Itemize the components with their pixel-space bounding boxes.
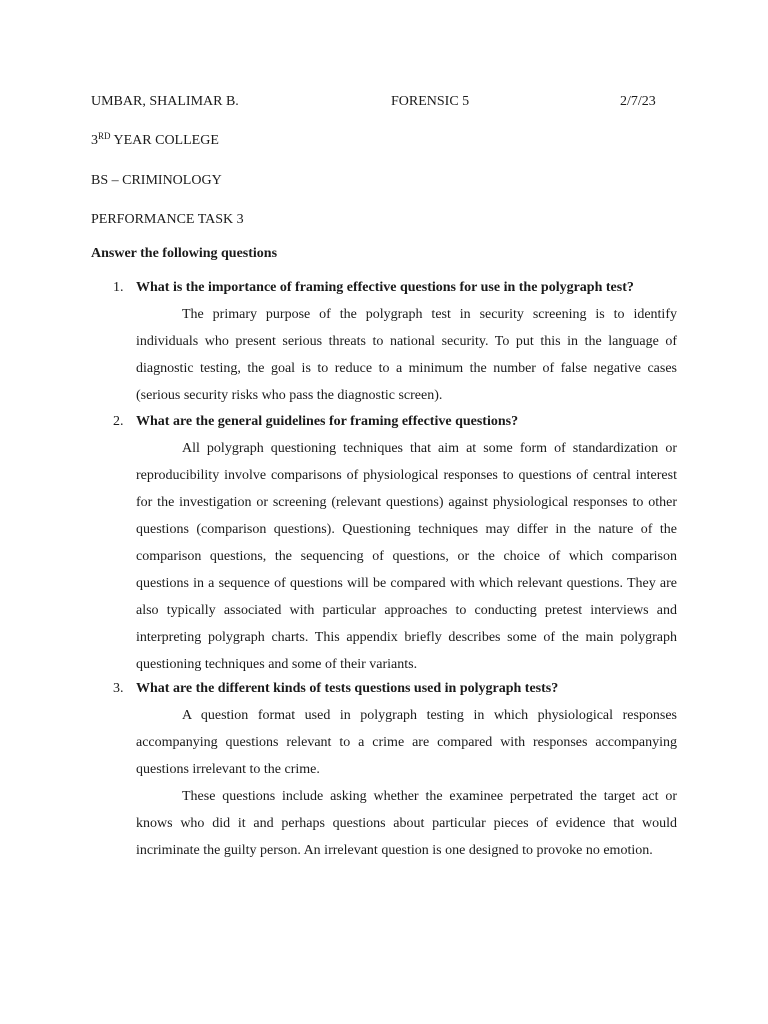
date-label: 2/7/23 [620, 94, 656, 109]
answer-paragraph: The primary purpose of the polygraph test in security screening is to identify individuals who present serious threats to national security. To put this in the language of diagnostic testing, the goal is to reduce to a minimum the number of false negative cases (serious security risks who pass the diagnostic screen). [136, 307, 677, 403]
subject-label: FORENSIC 5 [391, 94, 470, 109]
question-number: 1. [113, 280, 124, 295]
question-text: What are the general guidelines for framing effective questions? [136, 414, 519, 429]
question-number: 3. [113, 681, 124, 696]
program-label: BS – CRIMINOLOGY [91, 173, 222, 188]
year-level [91, 133, 219, 149]
question-number: 2. [113, 414, 124, 429]
year-superscript: RD [98, 131, 111, 141]
year-label: YEAR COLLEGE [110, 133, 219, 148]
year-number: 3 [91, 133, 98, 148]
answer-paragraph: These questions include asking whether the examinee perpetrated the target act or knows who did it and perhaps questions about particular pieces of evidence that would incriminate the guilty person. An irrelevant question is one designed to provoke no emotion. [136, 789, 677, 858]
answer-paragraph: All polygraph questioning techniques that aim at some form of standardization or reproducibility involve comparisons of physiological responses to questions of central interest for the investigation or screening (relevant questions) against physiological responses to other questions (comparison questions). Questioning techniques may differ in the nature of the comparison questions, the sequencing of questions, or the choice of which comparison questions in a sequence of questions will be compared with which relevant questions. They are also typically associated with particular approaches to conducting pretest interviews and interpreting polygraph charts. This appendix briefly describes some of the main polygraph questioning techniques and some of their variants. [136, 441, 677, 672]
answer-paragraph: A question format used in polygraph testing in which physiological responses accompanying questions relevant to a crime are compared with responses accompanying questions irrelevant to the crime. [136, 708, 677, 777]
question-text: What is the importance of framing effective questions for use in the polygraph test? [136, 280, 634, 295]
instructions-heading: Answer the following questions [91, 246, 278, 261]
question-text: What are the different kinds of tests questions used in polygraph tests? [136, 681, 559, 696]
student-name: UMBAR, SHALIMAR B. [91, 94, 239, 109]
task-title: PERFORMANCE TASK 3 [91, 212, 244, 227]
